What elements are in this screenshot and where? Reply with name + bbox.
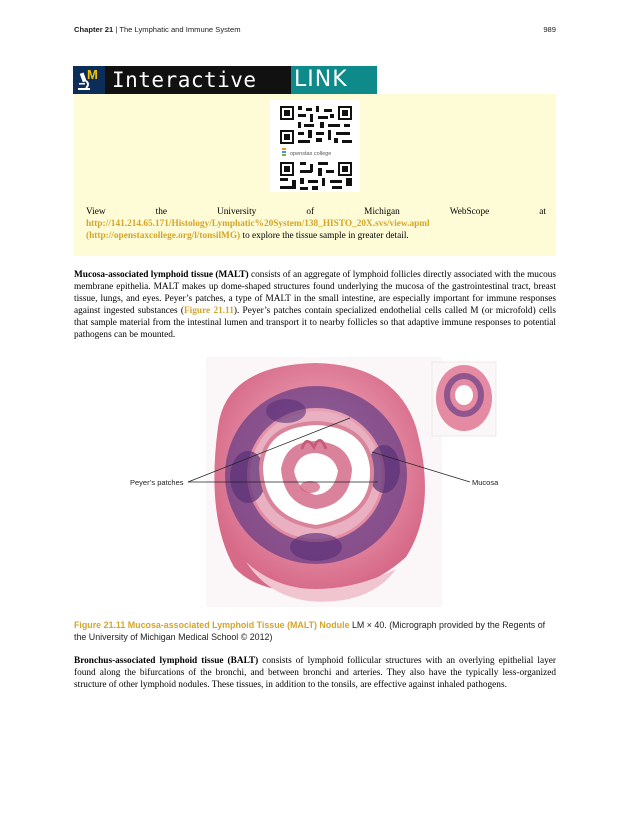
page-number: 989 [543,25,556,34]
figure-caption: Figure 21.11 Mucosa-associated Lymphoid Tissue (MALT) Nodule LM × 40. (Micrograph provided by the Regents of the University of Michigan Medical School © 2012) [74,620,546,642]
balt-term: Bronchus-associated lymphoid tissue (BALT) [74,656,259,666]
running-head: Chapter 21 | The Lymphatic and Immune System [74,25,241,34]
interactive-link-box [74,94,556,256]
microscope-icon [76,72,92,92]
mucosa-label: Mucosa [472,478,499,487]
page-header [74,25,556,37]
interactive-link-text: View the University of Michigan WebScope at http://141.214.65.171/Histology/Lymphatic%20System/138_HISTO_20X.svs/view.apml (http://openstaxcollege.org/l/tonsilMG) to explore the tissue sample in greater detail. [86,207,546,241]
figure-id: Figure 21.11 Mucosa-associated Lymphoid Tissue (MALT) Nodule [74,620,350,630]
peyers-patches-label: Peyer’s patches [130,478,184,487]
malt-micrograph [206,357,442,607]
interactive-label: Interactive [105,66,291,94]
qr-code-icon [270,100,360,192]
figure-reference-link[interactable]: Figure 21.11 [184,305,234,316]
university-logo: M [73,66,105,94]
malt-term: Mucosa-associated lymphoid tissue (MALT) [74,270,249,280]
balt-paragraph: Bronchus-associated lymphoid tissue (BALT) consists of lymphoid follicular structures with an overlying epithelial layer found along the bifurcations of the bronchi, and between bronchi and arteries. They also have the typically less-organized structure of other lymphoid nodules. These tissues, in addition to the tonsils, are effective against inhaled pathogens. [74,656,556,690]
interactive-link-banner [73,66,377,94]
openstax-caption: openstax college [290,151,332,157]
webscope-link[interactable]: http://141.214.65.171/Histology/Lymphatic%20System/138_HISTO_20X.svs/view.apml [86,219,430,229]
short-link[interactable]: (http://openstaxcollege.org/l/tonsilMG) [86,231,241,241]
link-label: LINK [291,66,377,94]
malt-paragraph: Mucosa-associated lymphoid tissue (MALT) consists of an aggregate of lymphoid follicles directly associated with the mucous membrane epithelia. MALT makes up dome-shaped structures found underlying the mucosa of the gastrointestinal tract, breast tissue, lungs, and eyes. Peyer’s patches, a type of MALT in the small intestine, are especially important for immune responses against ingested substances (Figure 21.11). Peyer’s patches contain specialized endothelial cells called M (or microfold) cells that sample material from the intestinal lumen and transport it to nearby follicles so that adaptive immune responses to potential pathogens can be mounted. [74,270,556,340]
micrograph-image [206,357,442,607]
qr-code[interactable] [270,100,360,192]
